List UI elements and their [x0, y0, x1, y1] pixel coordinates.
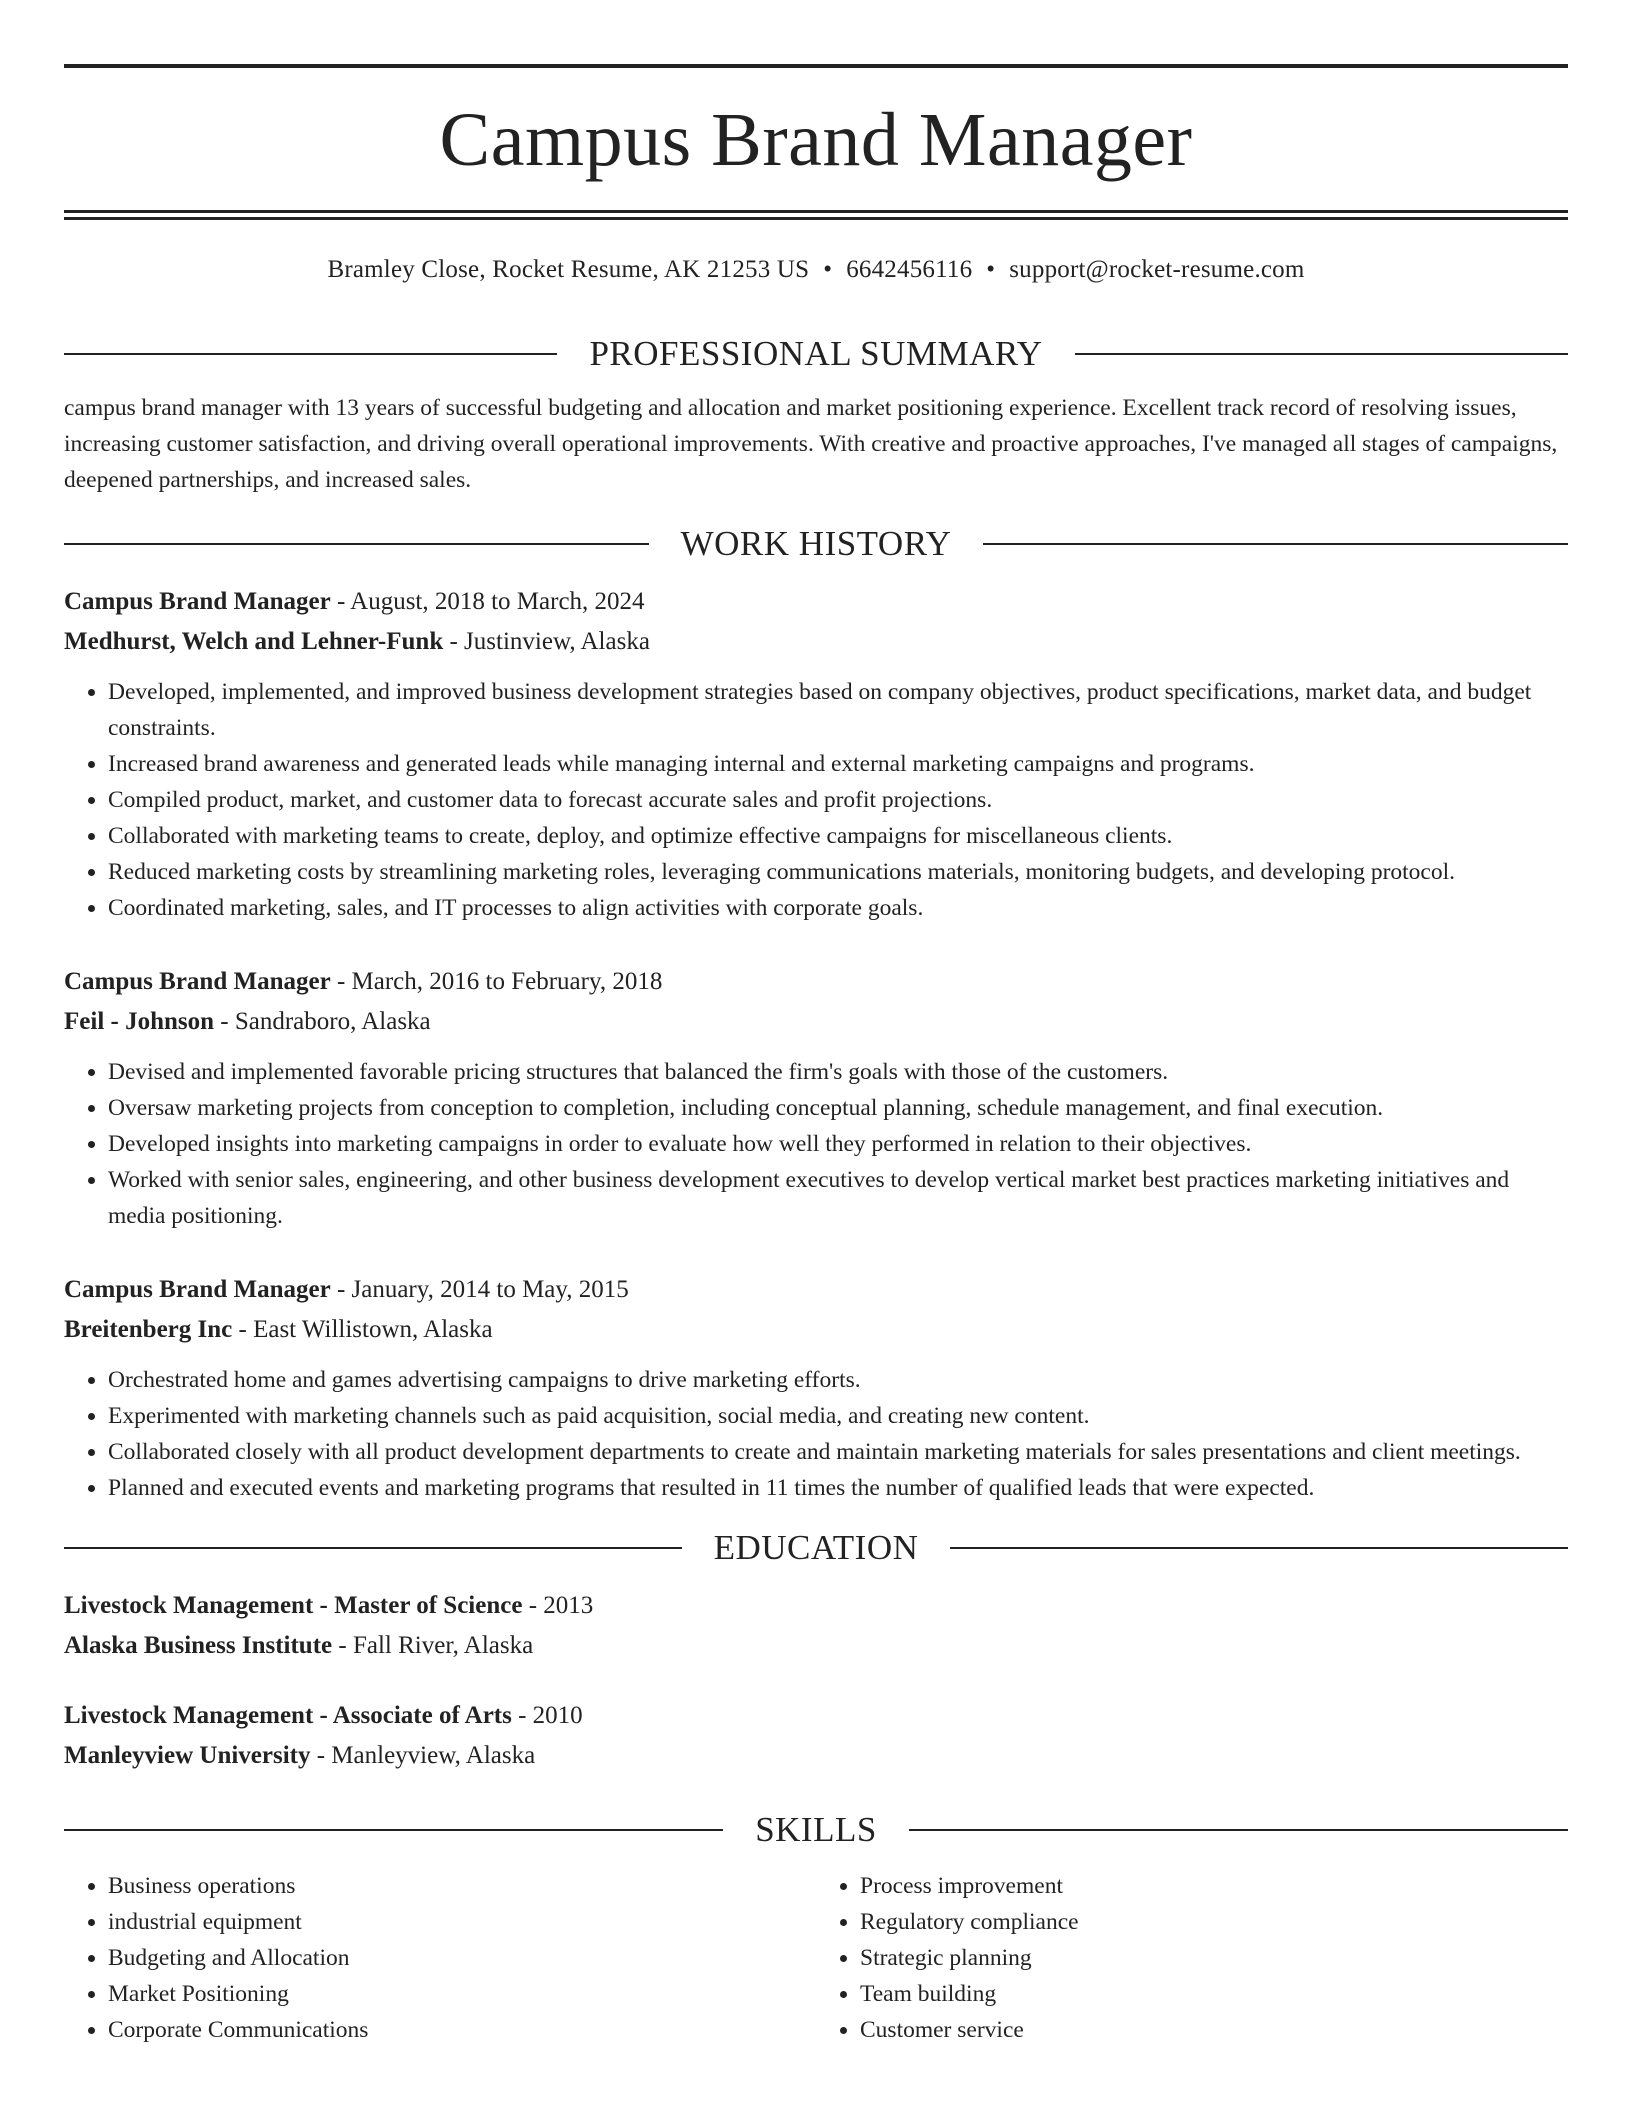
job-company-line: [64, 1002, 1568, 1042]
heading-rule: [909, 1829, 1568, 1831]
education-entry: [64, 1586, 1568, 1666]
skills-list-left: [64, 1868, 816, 2048]
list-item: • Budgeting and Allocation: [108, 1940, 816, 1976]
section-title: WORK HISTORY: [680, 524, 952, 563]
edu-school-line: [64, 1736, 1568, 1776]
section-heading-work-history: [64, 524, 1568, 564]
edu-school: Alaska Business Institute: [64, 1632, 333, 1659]
list-item: • Orchestrated home and games advertising campaigns to drive marketing efforts.: [108, 1362, 1568, 1398]
job-title: Campus Brand Manager: [64, 968, 331, 995]
edu-degree: Livestock Management - Associate of Arts: [64, 1702, 512, 1729]
list-item: • Developed insights into marketing campaigns in order to evaluate how well they performed in relation to their objectives.: [108, 1126, 1568, 1162]
job-location: - Justinview, Alaska: [443, 628, 650, 655]
education-entry: [64, 1696, 1568, 1776]
list-item: • Developed, implemented, and improved business development strategies based on company objectives, product specifications, market data, and budget constraints.: [108, 674, 1568, 746]
heading-rule: [1075, 353, 1568, 355]
skills-list-right: [816, 1868, 1568, 2048]
job-bullets: [64, 1362, 1568, 1506]
job-bullets: [64, 674, 1568, 926]
list-item: • industrial equipment: [108, 1904, 816, 1940]
heading-rule: [983, 543, 1568, 545]
heading-rule: [64, 1829, 723, 1831]
job-entry: [64, 1270, 1568, 1506]
edu-school-line: [64, 1626, 1568, 1666]
list-item: • Devised and implemented favorable pricing structures that balanced the firm's goals with those of the customers.: [108, 1054, 1568, 1090]
job-dates: - March, 2016 to February, 2018: [330, 968, 663, 995]
job-title: Campus Brand Manager: [64, 1276, 331, 1303]
contact-email: support@rocket-resume.com: [1009, 256, 1305, 283]
list-item: • Collaborated with marketing teams to create, deploy, and optimize effective campaigns for miscellaneous clients.: [108, 818, 1568, 854]
job-title-line: [64, 582, 1568, 622]
section-title: SKILLS: [755, 1810, 877, 1849]
edu-school: Manleyview University: [64, 1742, 311, 1769]
list-item: • Strategic planning: [860, 1940, 1568, 1976]
list-item: • Experimented with marketing channels such as paid acquisition, social media, and creating new content.: [108, 1398, 1568, 1434]
job-location: - Sandraboro, Alaska: [214, 1008, 431, 1035]
job-title-line: [64, 1270, 1568, 1310]
summary-text: campus brand manager with 13 years of successful budgeting and allocation and market positioning experience. Excellent track record of resolving issues, increasing customer satisfaction, and driving overall operational improvements. With creative and proactive approaches, I've managed all stages of campaigns, deepened partnerships, and increased sales.: [64, 395, 1558, 493]
list-item: • Reduced marketing costs by streamlining marketing roles, leveraging communications materials, monitoring budgets, and developing protocol.: [108, 854, 1568, 890]
heading-rule: [64, 543, 649, 545]
list-item: • Team building: [860, 1976, 1568, 2012]
top-rule: [64, 64, 1568, 68]
job-dates: - August, 2018 to March, 2024: [330, 588, 645, 615]
job-company: Medhurst, Welch and Lehner-Funk: [64, 628, 444, 655]
section-heading-summary: [64, 334, 1568, 374]
list-item: • Business operations: [108, 1868, 816, 1904]
list-item: • Customer service: [860, 2012, 1568, 2048]
edu-location: - Fall River, Alaska: [332, 1632, 534, 1659]
contact-line: [64, 256, 1568, 284]
job-entry: [64, 582, 1568, 926]
job-company: Breitenberg Inc: [64, 1316, 233, 1343]
resume-page: [64, 64, 1568, 2048]
section-title: EDUCATION: [713, 1528, 919, 1567]
list-item: • Process improvement: [860, 1868, 1568, 1904]
skills-columns: [64, 1868, 1568, 2048]
job-company: Feil - Johnson: [64, 1008, 215, 1035]
contact-phone: 6642456116: [846, 256, 973, 283]
list-item: • Regulatory compliance: [860, 1904, 1568, 1940]
edu-year: - 2010: [511, 1702, 583, 1729]
section-title: PROFESSIONAL SUMMARY: [589, 334, 1043, 373]
contact-separator: •: [986, 256, 996, 283]
job-company-line: [64, 1310, 1568, 1350]
section-heading-education: [64, 1528, 1568, 1568]
list-item: • Planned and executed events and marketing programs that resulted in 11 times the number of qualified leads that were expected.: [108, 1470, 1568, 1506]
list-item: • Corporate Communications: [108, 2012, 816, 2048]
job-location: - East Willistown, Alaska: [232, 1316, 493, 1343]
edu-location: - Manleyview, Alaska: [310, 1742, 536, 1769]
heading-rule: [950, 1547, 1568, 1549]
contact-separator: •: [823, 256, 833, 283]
job-company-line: [64, 622, 1568, 662]
job-bullets: [64, 1054, 1568, 1234]
job-title-line: [64, 962, 1568, 1002]
contact-address: Bramley Close, Rocket Resume, AK 21253 US: [327, 256, 810, 283]
job-dates: - January, 2014 to May, 2015: [330, 1276, 629, 1303]
list-item: • Oversaw marketing projects from conception to completion, including conceptual planning, schedule management, and final execution.: [108, 1090, 1568, 1126]
edu-degree-line: [64, 1586, 1568, 1626]
edu-year: - 2013: [522, 1592, 594, 1619]
list-item: • Collaborated closely with all product development departments to create and maintain marketing materials for sales presentations and client meetings.: [108, 1434, 1568, 1470]
edu-degree-line: [64, 1696, 1568, 1736]
heading-rule: [64, 1547, 682, 1549]
section-heading-skills: [64, 1810, 1568, 1850]
page-title: Campus Brand Manager: [439, 98, 1193, 182]
list-item: • Market Positioning: [108, 1976, 816, 2012]
job-entry: [64, 962, 1568, 1234]
heading-rule: [64, 353, 557, 355]
list-item: • Compiled product, market, and customer data to forecast accurate sales and profit projections.: [108, 782, 1568, 818]
list-item: • Coordinated marketing, sales, and IT processes to align activities with corporate goals.: [108, 890, 1568, 926]
job-title: Campus Brand Manager: [64, 588, 331, 615]
list-item: • Increased brand awareness and generated leads while managing internal and external marketing campaigns and programs.: [108, 746, 1568, 782]
title-double-rule: [64, 210, 1568, 220]
list-item: • Worked with senior sales, engineering, and other business development executives to develop vertical market best practices marketing initiatives and media positioning.: [108, 1162, 1568, 1234]
edu-degree: Livestock Management - Master of Science: [64, 1592, 523, 1619]
